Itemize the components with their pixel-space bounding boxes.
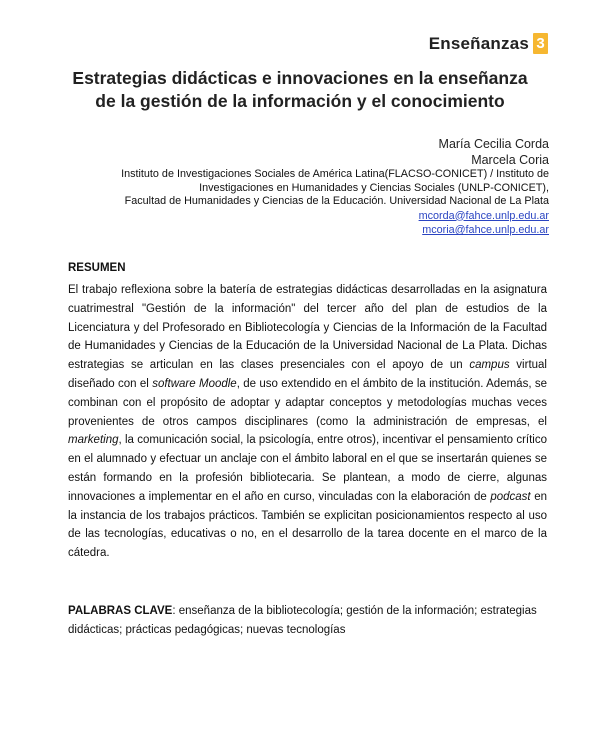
abstract-emphasis: campus	[469, 359, 510, 372]
abstract-text: virtual diseñado con el	[68, 359, 547, 390]
abstract-text: , la comunicación social, la psicología, entre otros), incentivar el pensamiento crítico en el alumnado y efectuar un anclaje con el ámbito laboral en el que se insertarán quienes se están formando en la profesión bibliotecaria. Se plantean, a modo de cierre, algunas innovaciones a implementar en el año en curso, vinculadas con la elaboración de	[68, 434, 547, 503]
journal-brand	[429, 33, 548, 54]
keywords-label: PALABRAS CLAVE	[68, 605, 173, 617]
abstract-heading: RESUMEN	[68, 262, 126, 274]
author-email-link[interactable]: mcoria@fahce.unlp.edu.ar	[422, 224, 549, 236]
affiliation-line: Investigaciones en Humanidades y Ciencias Sociales (UNLP-CONICET),	[199, 181, 549, 194]
affiliation-line: Instituto de Investigaciones Sociales de América Latina(FLACSO-CONICET) / Instituto de	[121, 168, 549, 180]
abstract-emphasis: podcast	[490, 490, 531, 503]
affiliation-line: Facultad de Humanidades y Ciencias de la Educación. Universidad Nacional de La Plata	[124, 195, 549, 207]
abstract-text: El trabajo reflexiona sobre la batería de estrategias didácticas desarrolladas en la asignatura cuatrimestral "Gestión de la información" del tercer año del plan de estudios de la Licenciatura y del Profesorado en Bibliotecología y Ciencias de la Información de la Facultad de Humanidades y Ciencias de la Educación de la Universidad Nacional de La Plata. Dichas estrategias se articulan en las clases presenciales con el apoyo de un	[68, 284, 547, 372]
journal-name: Enseñanzas	[428, 33, 529, 53]
abstract-emphasis: marketing	[68, 434, 119, 447]
author-email-link[interactable]: mcorda@fahce.unlp.edu.ar	[418, 209, 549, 222]
author-name: María Cecilia Corda	[438, 137, 549, 151]
keywords-text: : enseñanza de la bibliotecología; gestión de la información; estrategias didácticas; prácticas pedagógicas; nuevas tecnologías	[68, 605, 537, 636]
author-name: Marcela Coria	[471, 152, 549, 167]
abstract-body	[68, 281, 547, 563]
abstract-emphasis: software Moodle	[152, 377, 237, 390]
abstract-text: en la instancia de los trabajos prácticos. También se explicitan posicionamientos respecto al uso de las tecnologías, educativas o no, en el desarrollo de la tarea docente en el marco de la cátedra.	[68, 490, 547, 560]
journal-logo: 3	[533, 33, 548, 54]
abstract-text: , de uso extendido en el ámbito de la institución. Además, se combinan con el propósito de adoptar y adaptar conceptos y metodologías muchas veces provenientes de otros campos disciplinares (como la administración de empresas, el	[68, 377, 548, 428]
author-block	[121, 137, 549, 238]
keywords-block	[68, 602, 547, 639]
paper-title: Estrategias didácticas e innovaciones en la enseñanza de la gestión de la información y el conocimiento	[72, 68, 528, 111]
